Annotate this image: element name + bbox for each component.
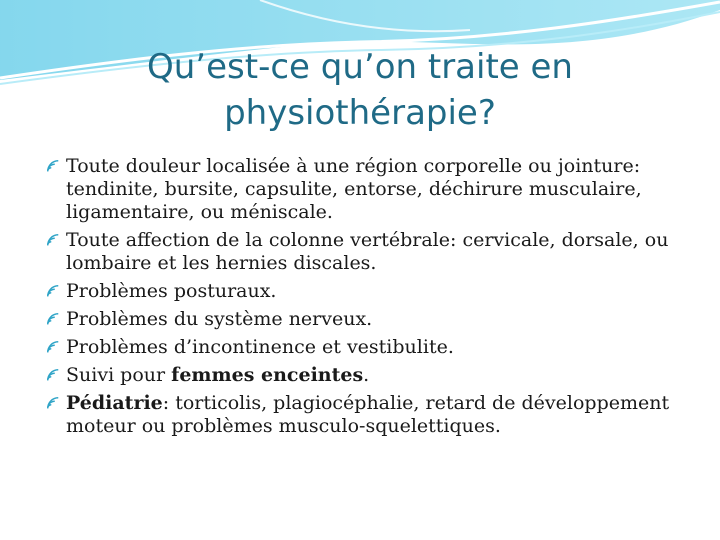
bullet-item <box>46 364 686 387</box>
bullet-item <box>46 392 686 438</box>
title-line-2: physiothérapie? <box>224 93 496 133</box>
bullet-text-suffix: : torticolis, plagiocéphalie, retard de développement moteur ou problèmes musculo-squelettiques. <box>66 392 670 437</box>
bullet-item <box>46 336 686 359</box>
bullet-text-bold: Pédiatrie <box>66 392 163 414</box>
bullet-text: Problèmes posturaux. <box>66 280 277 302</box>
bullet-text-bold: femmes enceintes <box>171 364 364 386</box>
wifi-icon <box>46 337 60 360</box>
bullet-text: Toute affection de la colonne vertébrale: cervicale, dorsale, ou lombaire et les hernies discales. <box>66 229 669 274</box>
bullet-text: Problèmes du système nerveux. <box>66 308 373 330</box>
bullet-text-prefix: Suivi pour <box>66 364 172 386</box>
bullet-item <box>46 229 686 275</box>
bullet-list <box>46 155 686 443</box>
bullet-text-suffix: . <box>363 364 370 386</box>
bullet-item <box>46 155 686 224</box>
slide-title <box>100 44 620 136</box>
title-line-1: Qu’est-ce qu’on traite en <box>147 47 573 87</box>
wifi-icon <box>46 365 60 388</box>
wifi-icon <box>46 156 60 179</box>
wifi-icon <box>46 393 60 416</box>
wifi-icon <box>46 230 60 253</box>
wifi-icon <box>46 281 60 304</box>
bullet-item <box>46 280 686 303</box>
bullet-text: Toute douleur localisée à une région corporelle ou jointure: tendinite, bursite, capsulite, entorse, déchirure musculaire, ligamentaire, ou méniscale. <box>66 155 642 223</box>
bullet-item <box>46 308 686 331</box>
wifi-icon <box>46 309 60 332</box>
bullet-text: Problèmes d’incontinence et vestibulite. <box>66 336 454 358</box>
